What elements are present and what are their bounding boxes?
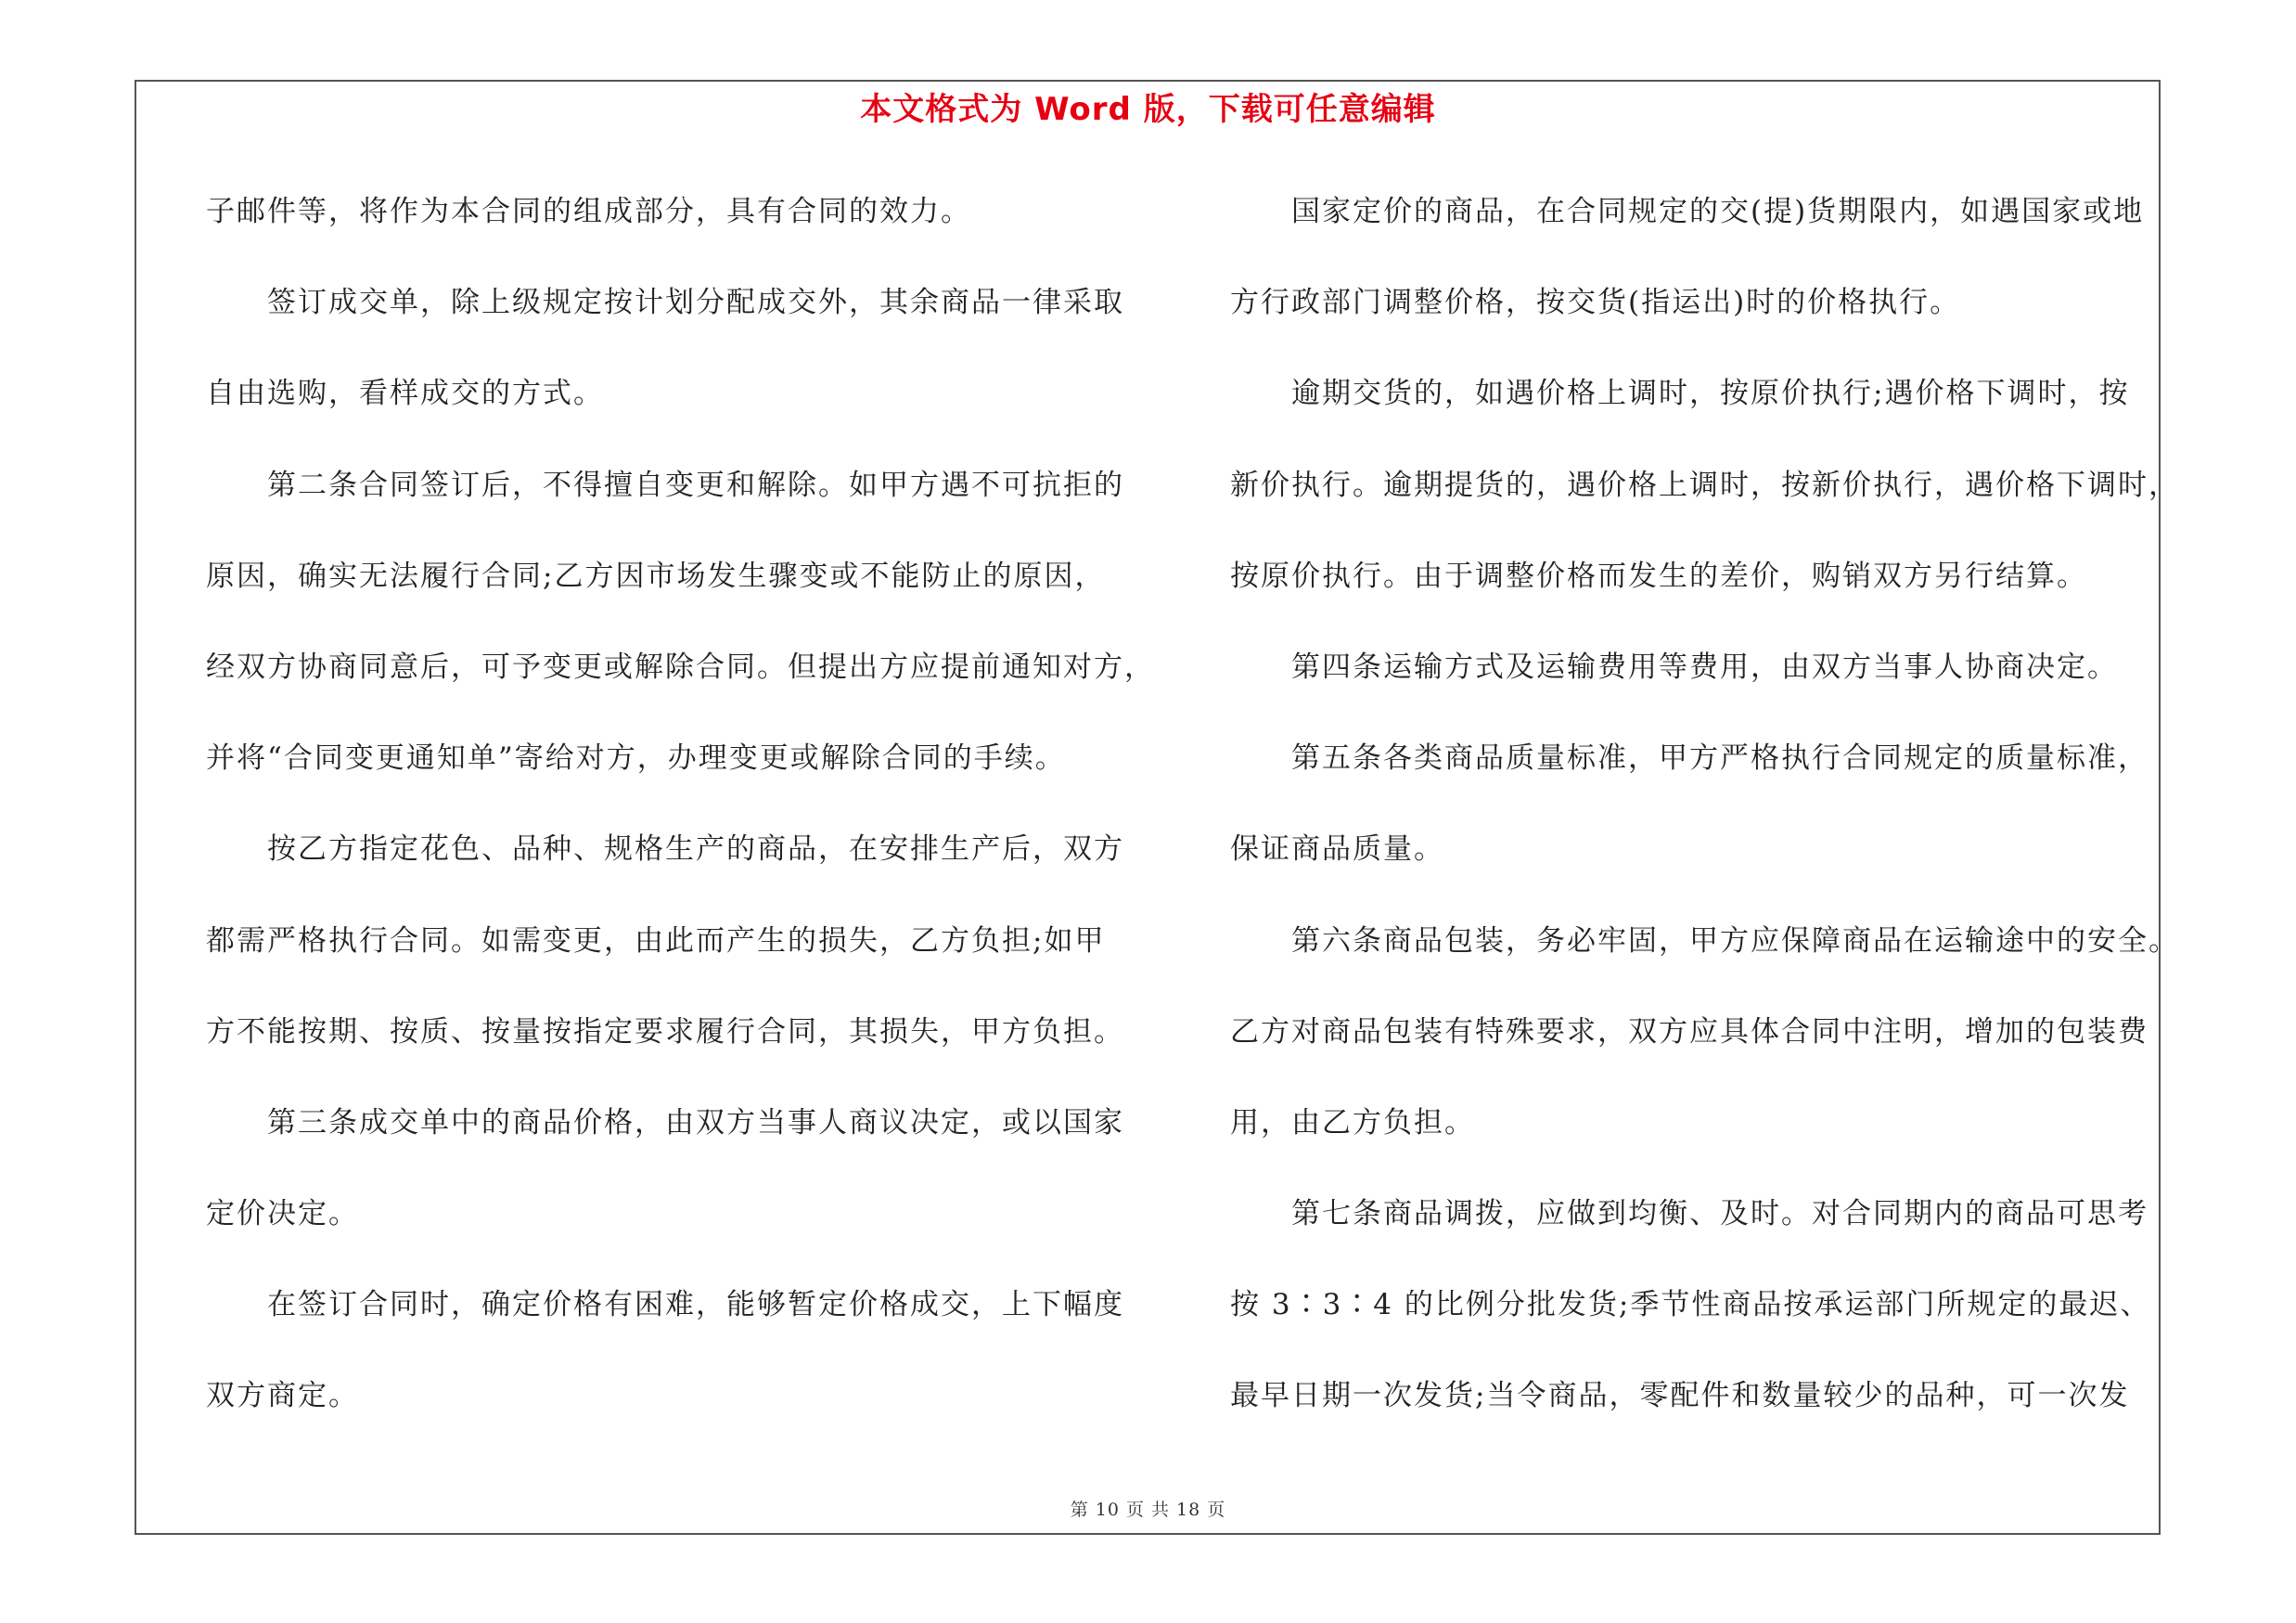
right-line-14: 最早日期一次发货;当令商品，零配件和数量较少的品种，可一次发 xyxy=(1230,1379,2130,1413)
left-line-9: 都需严格执行合同。如需变更，由此而产生的损失，乙方负担;如甲 xyxy=(206,923,1106,958)
left-line-4: 第二条合同签订后，不得擅自变更和解除。如甲方遇不可抗拒的 xyxy=(267,468,1124,502)
left-line-7: 并将“合同变更通知单”寄给对方，办理变更或解除合同的手续。 xyxy=(206,741,1066,776)
right-line-11: 用，由乙方负担。 xyxy=(1230,1105,1475,1140)
right-line-8: 保证商品质量。 xyxy=(1230,832,1444,867)
right-line-2: 方行政部门调整价格，按交货(指运出)时的价格执行。 xyxy=(1230,286,1961,320)
left-line-14: 双方商定。 xyxy=(206,1379,359,1413)
right-line-7: 第五条各类商品质量标准，甲方严格执行合同规定的质量标准， xyxy=(1291,741,2148,776)
right-line-5: 按原价执行。由于调整价格而发生的差价，购销双方另行结算。 xyxy=(1230,559,2087,593)
right-line-6: 第四条运输方式及运输费用等费用，由双方当事人协商决定。 xyxy=(1291,650,2118,684)
right-line-1: 国家定价的商品，在合同规定的交(提)货期限内，如遇国家或地 xyxy=(1291,195,2145,228)
right-column xyxy=(1230,184,2179,1460)
left-line-6: 经双方协商同意后，可予变更或解除合同。但提出方应提前通知对方， xyxy=(206,650,1155,684)
right-line-10: 乙方对商品包装有特殊要求，双方应具体合同中注明，增加的包装费 xyxy=(1230,1014,2148,1049)
left-column xyxy=(206,184,1155,1460)
left-line-1: 子邮件等，将作为本合同的组成部分，具有合同的效力。 xyxy=(206,195,971,228)
right-line-4: 新价执行。逾期提货的，遇价格上调时，按新价执行，遇价格下调时， xyxy=(1230,468,2179,502)
word-format-banner: 本文格式为 Word 版，下载可任意编辑 xyxy=(860,91,1436,128)
left-line-5: 原因，确实无法履行合同;乙方因市场发生骤变或不能防止的原因， xyxy=(206,559,1106,593)
right-line-13: 按 3∶3∶4 的比例分批发货;季节性商品按承运部门所规定的最迟、 xyxy=(1230,1288,2151,1322)
right-line-9: 第六条商品包装，务必牢固，甲方应保障商品在运输途中的安全。 xyxy=(1291,923,2179,958)
left-line-11: 第三条成交单中的商品价格，由双方当事人商议决定，或以国家 xyxy=(267,1105,1124,1140)
right-line-3: 逾期交货的，如遇价格上调时，按原价执行;遇价格下调时，按 xyxy=(1291,377,2130,411)
left-line-8: 按乙方指定花色、品种、规格生产的商品，在安排生产后，双方 xyxy=(267,832,1124,867)
right-line-12: 第七条商品调拨，应做到均衡、及时。对合同期内的商品可思考 xyxy=(1291,1197,2148,1231)
page-number-footer: 第 10 页 共 18 页 xyxy=(1070,1500,1226,1520)
left-line-3: 自由选购，看样成交的方式。 xyxy=(206,377,604,411)
left-line-10: 方不能按期、按质、按量按指定要求履行合同，其损失，甲方负担。 xyxy=(206,1014,1124,1049)
left-line-2: 签订成交单，除上级规定按计划分配成交外，其余商品一律采取 xyxy=(267,286,1124,320)
left-line-13: 在签订合同时，确定价格有困难，能够暂定价格成交，上下幅度 xyxy=(267,1288,1124,1322)
left-line-12: 定价决定。 xyxy=(206,1197,359,1231)
